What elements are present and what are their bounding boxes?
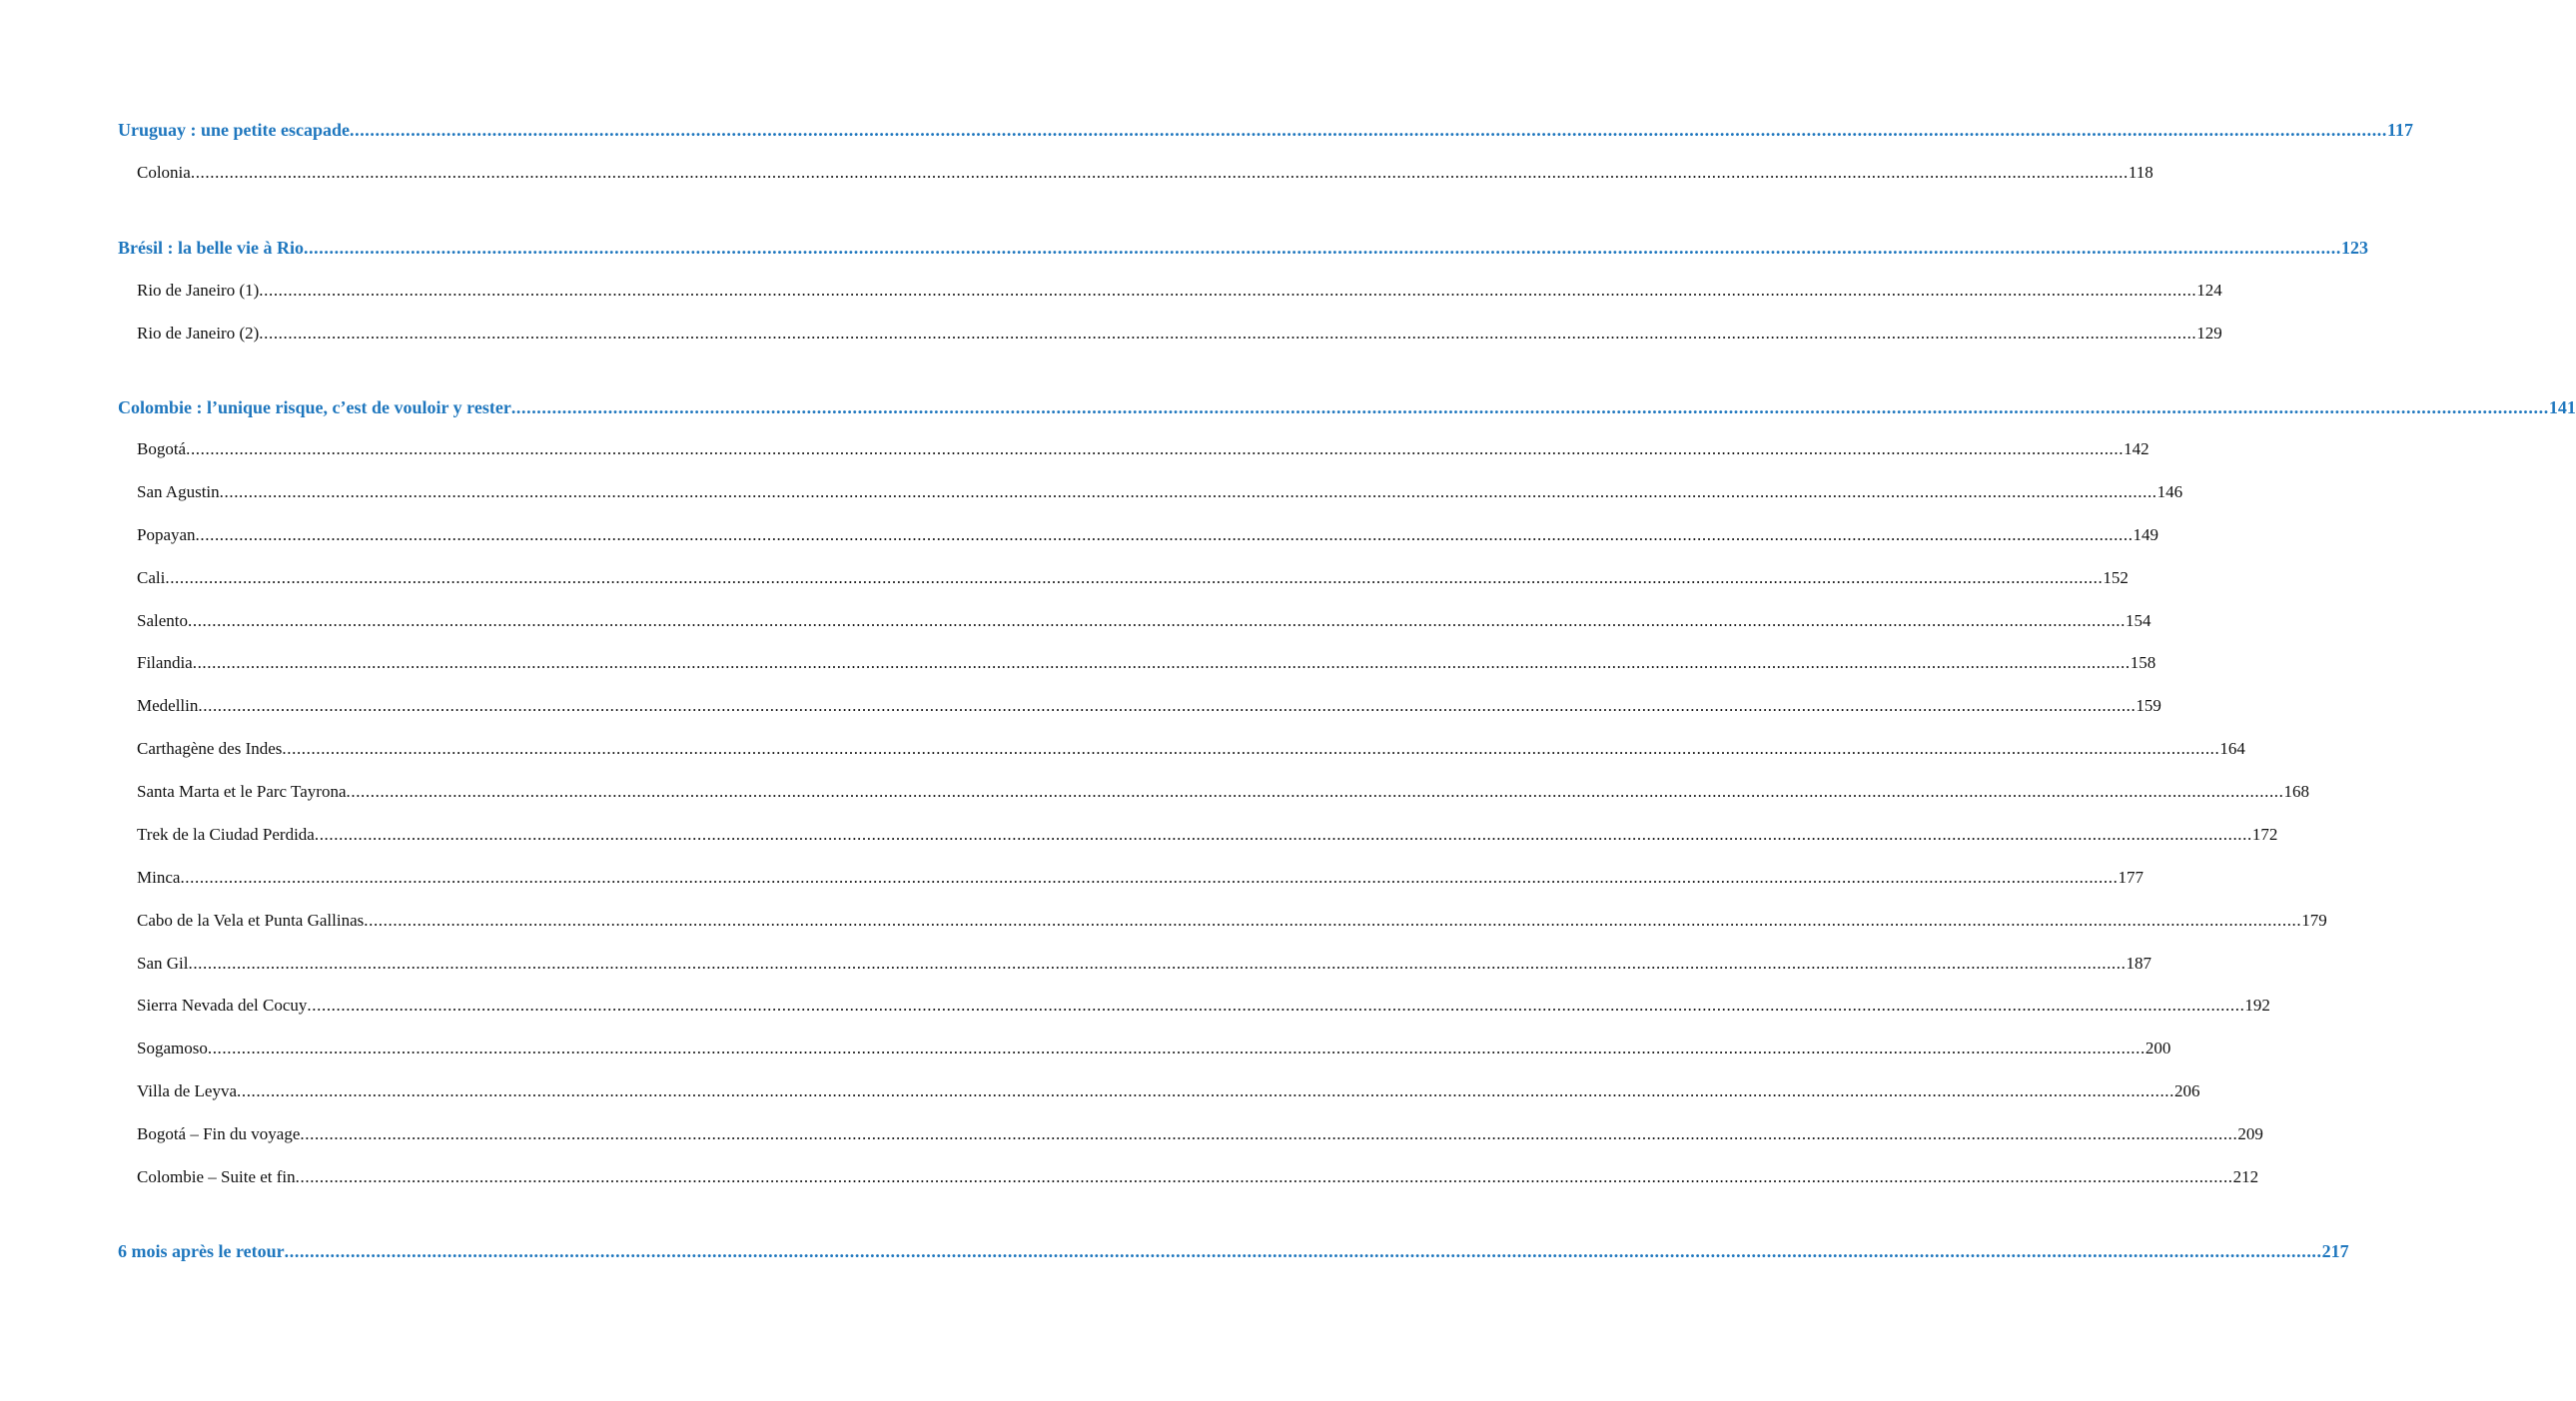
section-title: Cali [137,568,166,587]
section-title: Salento [137,611,188,630]
section-title: Bogotá – Fin du voyage [137,1124,301,1143]
toc-chapter-colombie[interactable] [118,395,2576,419]
dot-leader: ................................................................................................................................................................................................................................................................................................................................................................................................................ [198,696,2137,715]
section-page-number: 177 [2118,868,2144,887]
dot-leader: ................................................................................................................................................................................................................................................................................................................................................................................................................ [219,482,2157,501]
chapter-title: 6 mois après le retour [118,1241,285,1261]
toc-section-san-gil[interactable] [137,952,2151,976]
section-page-number: 192 [2244,996,2270,1015]
dot-leader: ................................................................................................................................................................................................................................................................................................................................................................................................................ [295,1167,2233,1186]
dot-leader: ................................................................................................................................................................................................................................................................................................................................................................................................................ [195,525,2134,544]
section-title: Sierra Nevada del Cocuy [137,996,308,1015]
dot-leader: ................................................................................................................................................................................................................................................................................................................................................................................................................ [303,238,2341,258]
section-title: Bogotá [137,439,187,458]
toc-section-rio-2[interactable] [137,322,2222,346]
toc-section-cocuy[interactable] [137,994,2270,1018]
toc-section-filandia[interactable] [137,651,2156,675]
section-title: San Gil [137,954,189,973]
section-title: San Agustin [137,482,220,501]
section-page-number: 158 [2130,653,2156,672]
section-title: Minca [137,868,181,887]
toc-section-santa-marta[interactable] [137,780,2309,804]
section-page-number: 142 [2124,439,2149,458]
dot-leader: ................................................................................................................................................................................................................................................................................................................................................................................................................ [259,281,2197,300]
section-title: Rio de Janeiro (2) [137,324,260,343]
section-title: Filandia [137,653,193,672]
toc-section-colonia[interactable] [137,161,2153,185]
section-page-number: 154 [2126,611,2151,630]
dot-leader: ................................................................................................................................................................................................................................................................................................................................................................................................................ [207,1039,2146,1057]
chapter-page-number: 117 [2387,120,2414,140]
dot-leader: ................................................................................................................................................................................................................................................................................................................................................................................................................ [192,653,2131,672]
section-page-number: 118 [2128,163,2153,182]
section-title: Rio de Janeiro (1) [137,281,260,300]
section-page-number: 200 [2145,1039,2171,1057]
toc-section-carthagene[interactable] [137,737,2245,761]
section-page-number: 124 [2196,281,2222,300]
section-page-number: 168 [2283,782,2309,801]
chapter-title: Brésil : la belle vie à Rio [118,238,304,258]
dot-leader: ................................................................................................................................................................................................................................................................................................................................................................................................................ [307,996,2245,1015]
dot-leader: ................................................................................................................................................................................................................................................................................................................................................................................................................ [282,739,2220,758]
dot-leader: ................................................................................................................................................................................................................................................................................................................................................................................................................ [188,611,2126,630]
toc-section-rio-1[interactable] [137,279,2222,303]
toc-section-bogota[interactable] [137,437,2149,461]
section-title: Medellin [137,696,199,715]
toc-chapter-bresil[interactable] [118,236,2368,260]
section-title: Carthagène des Indes [137,739,283,758]
toc-section-colombie-fin[interactable] [137,1165,2259,1189]
section-title: Popayan [137,525,196,544]
section-page-number: 129 [2196,324,2222,343]
section-page-number: 159 [2136,696,2161,715]
toc-section-salento[interactable] [137,609,2151,633]
dot-leader: ................................................................................................................................................................................................................................................................................................................................................................................................................ [188,954,2127,973]
dot-leader: ................................................................................................................................................................................................................................................................................................................................................................................................................ [346,782,2284,801]
section-title: Colonia [137,163,191,182]
dot-leader: ................................................................................................................................................................................................................................................................................................................................................................................................................ [190,163,2129,182]
chapter-page-number: 123 [2340,238,2368,258]
dot-leader: ................................................................................................................................................................................................................................................................................................................................................................................................................ [180,868,2119,887]
section-page-number: 146 [2156,482,2183,501]
chapter-page-number: 141 [2548,397,2576,417]
section-page-number: 206 [2174,1081,2200,1100]
chapter-title: Colombie : l’unique risque, c’est de vouloir y rester [118,397,511,417]
chapter-page-number: 217 [2321,1241,2349,1261]
dot-leader: ................................................................................................................................................................................................................................................................................................................................................................................................................ [259,324,2197,343]
dot-leader: ................................................................................................................................................................................................................................................................................................................................................................................................................ [284,1241,2322,1261]
section-title: Sogamoso [137,1039,208,1057]
section-page-number: 187 [2126,954,2151,973]
section-page-number: 152 [2103,568,2129,587]
dot-leader: ................................................................................................................................................................................................................................................................................................................................................................................................................ [237,1081,2174,1100]
toc-chapter-retour[interactable] [118,1239,2349,1263]
section-title: Villa de Leyva [137,1081,237,1100]
toc-section-bogota-fin[interactable] [137,1122,2263,1146]
toc-section-medellin[interactable] [137,694,2161,718]
section-page-number: 212 [2232,1167,2259,1186]
section-page-number: 209 [2237,1124,2263,1143]
dot-leader: ................................................................................................................................................................................................................................................................................................................................................................................................................ [510,397,2549,417]
toc-section-cabo-de-la-vela[interactable] [137,909,2327,933]
toc-section-ciudad-perdida[interactable] [137,823,2278,847]
toc-section-sogamoso[interactable] [137,1037,2171,1060]
toc-section-cali[interactable] [137,566,2129,590]
section-page-number: 149 [2133,525,2159,544]
dot-leader: ................................................................................................................................................................................................................................................................................................................................................................................................................ [364,911,2302,930]
dot-leader: ................................................................................................................................................................................................................................................................................................................................................................................................................ [300,1124,2238,1143]
section-title: Colombie – Suite et fin [137,1167,296,1186]
toc-section-villa-de-leyva[interactable] [137,1079,2200,1103]
dot-leader: ................................................................................................................................................................................................................................................................................................................................................................................................................ [165,568,2104,587]
chapter-title: Uruguay : une petite escapade [118,120,350,140]
section-title: Trek de la Ciudad Perdida [137,825,315,844]
dot-leader: ................................................................................................................................................................................................................................................................................................................................................................................................................ [186,439,2125,458]
section-title: Santa Marta et le Parc Tayrona [137,782,347,801]
section-page-number: 179 [2301,911,2327,930]
section-title: Cabo de la Vela et Punta Gallinas [137,911,365,930]
section-page-number: 164 [2219,739,2245,758]
toc-chapter-uruguay[interactable] [118,118,2414,142]
toc-section-popayan[interactable] [137,523,2159,547]
toc-section-minca[interactable] [137,866,2144,890]
dot-leader: ................................................................................................................................................................................................................................................................................................................................................................................................................ [350,120,2387,140]
dot-leader: ................................................................................................................................................................................................................................................................................................................................................................................................................ [314,825,2252,844]
section-page-number: 172 [2251,825,2278,844]
toc-section-san-agustin[interactable] [137,480,2183,504]
